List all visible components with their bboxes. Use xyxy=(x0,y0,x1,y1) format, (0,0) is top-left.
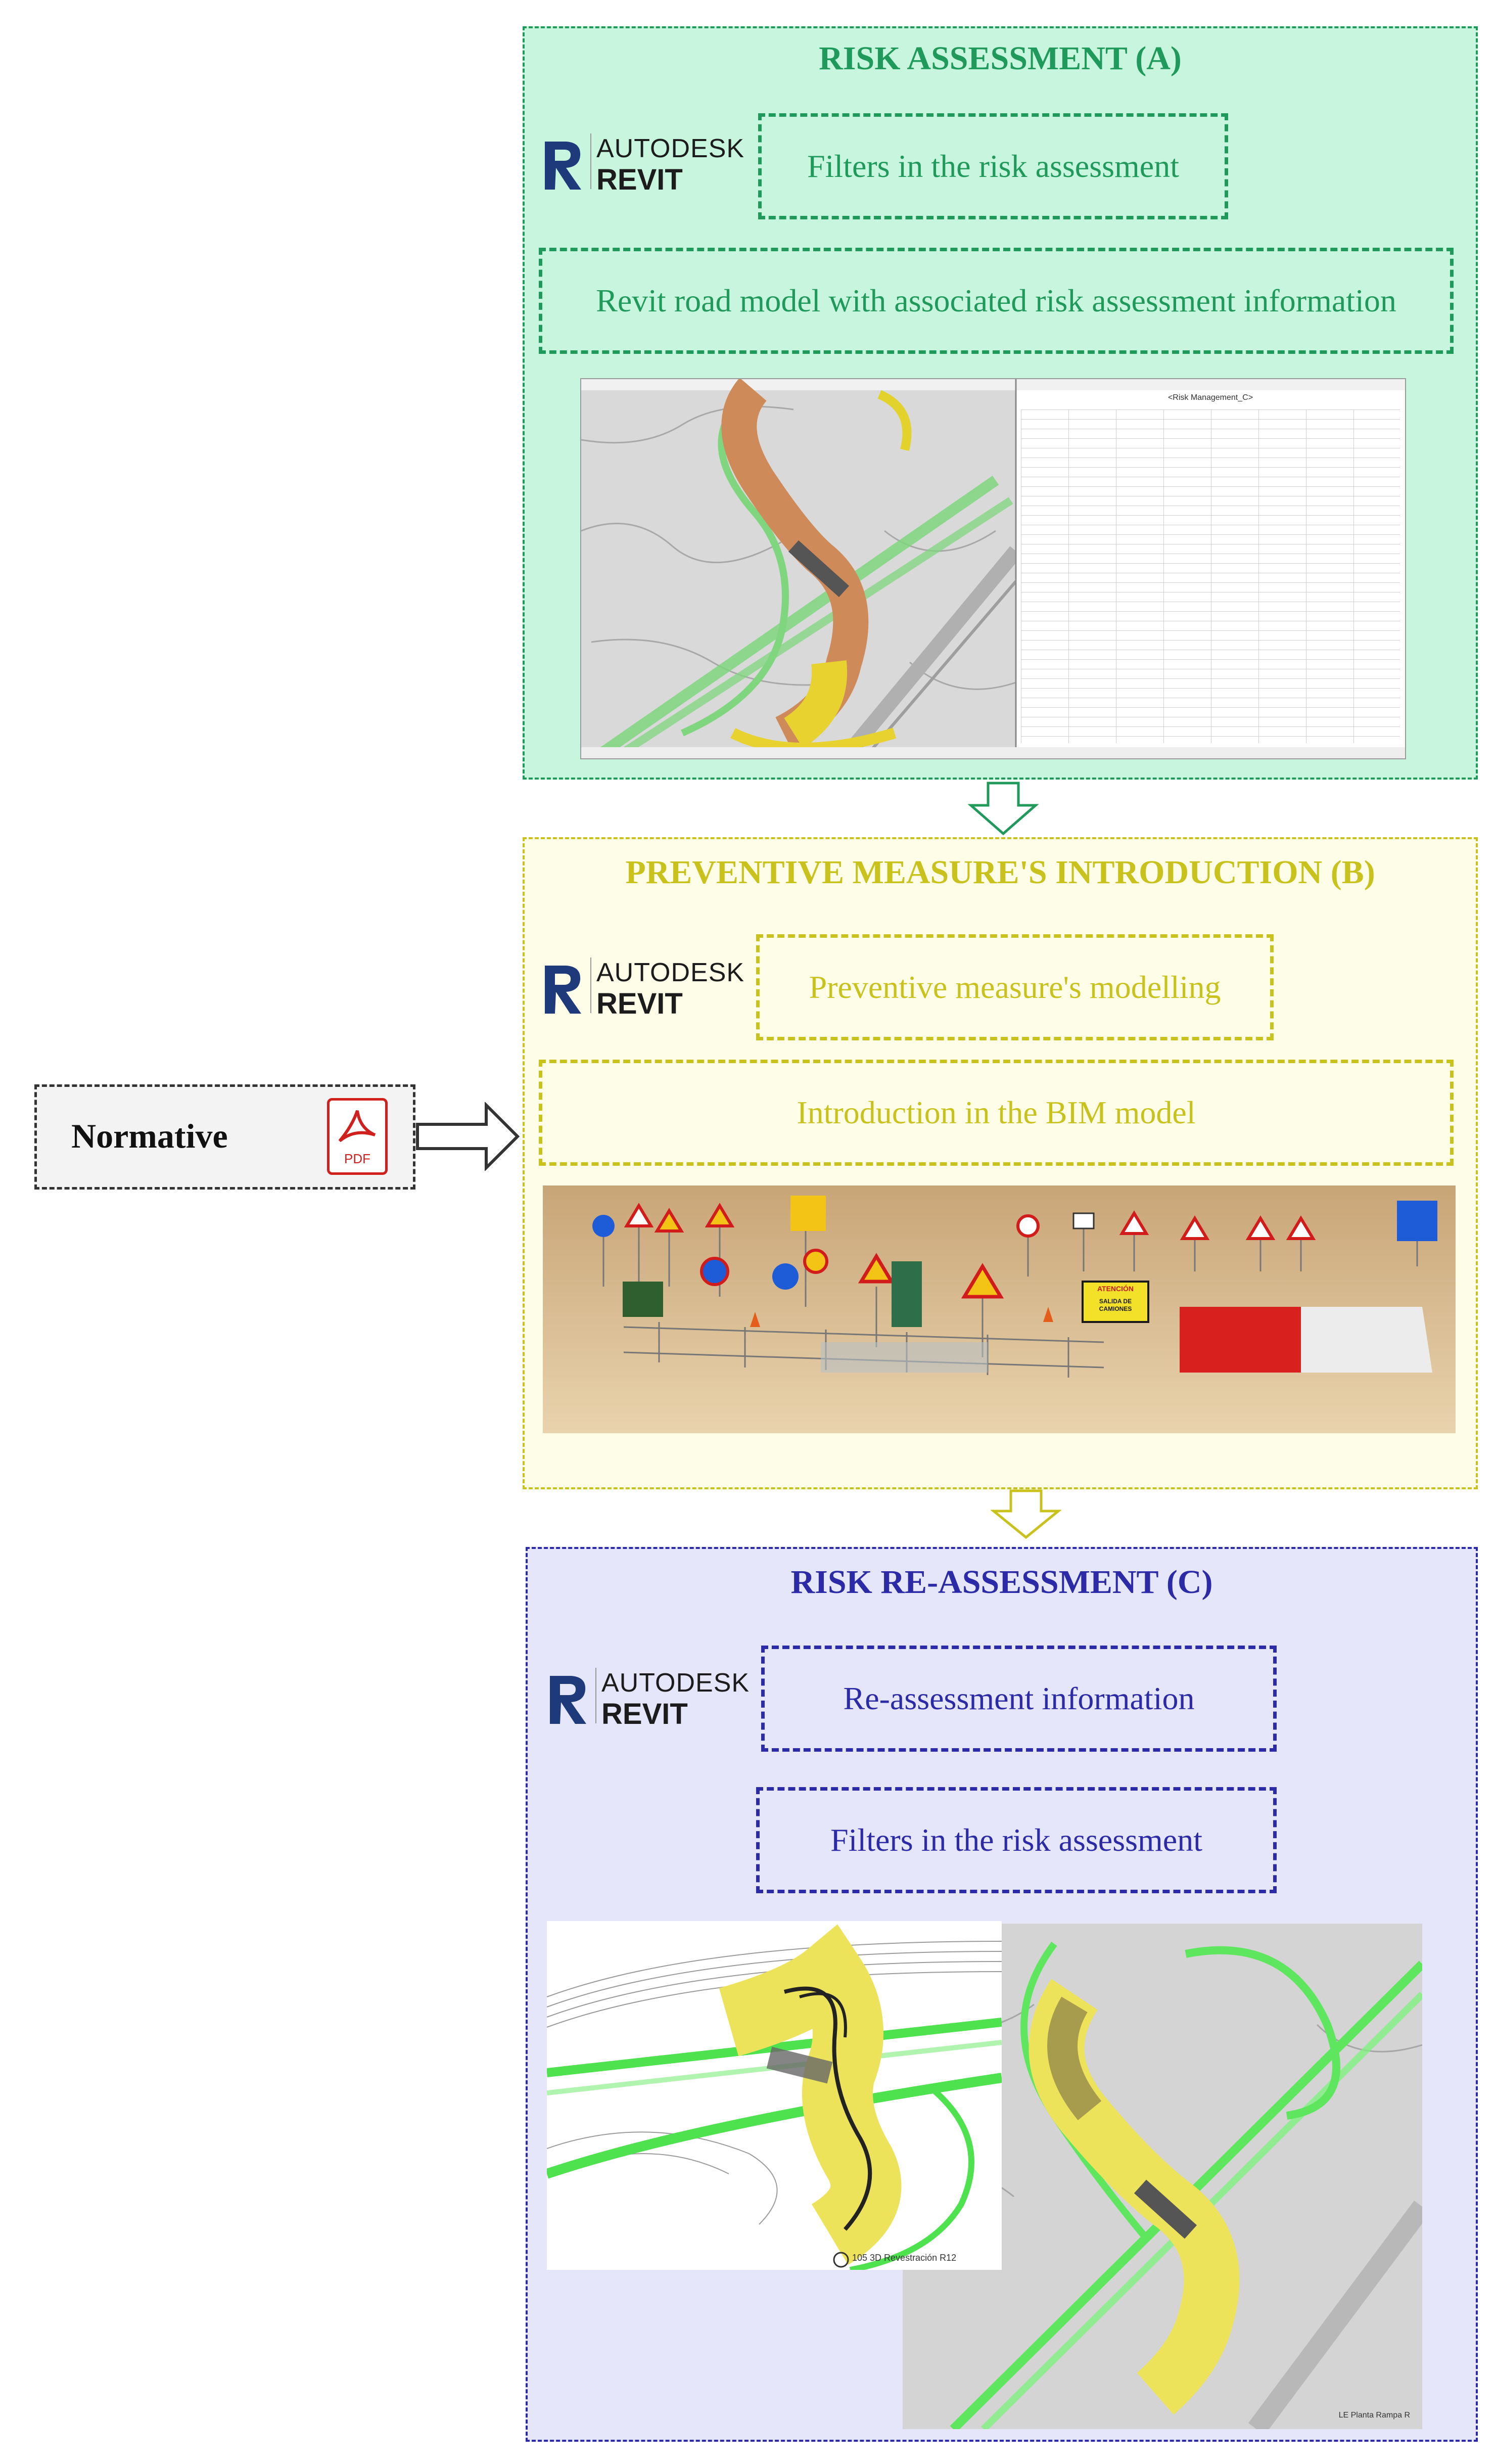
box-filters-risk-assessment-c: Filters in the risk assessment xyxy=(756,1787,1277,1893)
pdf-icon-text: PDF xyxy=(344,1151,370,1166)
reassessment-3d-view xyxy=(547,1921,1002,2270)
logo-line1: AUTODESK xyxy=(596,958,745,987)
normative-box xyxy=(34,1084,415,1190)
panel-c-title: RISK RE-ASSESSMENT (C) xyxy=(790,1564,1213,1601)
plan-view-caption: LE Planta Rampa R xyxy=(1338,2411,1410,2420)
autodesk-revit-logo-c xyxy=(546,1661,748,1731)
panel-b-title: PREVENTIVE MEASURE'S INTRODUCTION (B) xyxy=(625,854,1375,891)
box-preventive-modelling: Preventive measure's modelling xyxy=(756,934,1274,1040)
arrow-normative-to-b xyxy=(415,1102,521,1171)
arrow-a-to-b xyxy=(968,781,1039,836)
schedule-title: <Risk Management_C> xyxy=(1167,393,1253,402)
3d-view-caption: 105 3D Revestración R12 xyxy=(852,2253,957,2263)
panel-a-title: RISK ASSESSMENT (A) xyxy=(819,40,1182,77)
autodesk-revit-logo-a xyxy=(541,126,743,197)
box-revit-road-model: Revit road model with associated risk assessment information xyxy=(539,248,1454,354)
box-introduction-bim: Introduction in the BIM model xyxy=(539,1060,1454,1166)
warning-sign-text: ATENCIÓN xyxy=(1097,1285,1134,1293)
warning-sign-subtext: SALIDA DE CAMIONES xyxy=(1099,1298,1132,1312)
preventive-measures-scene xyxy=(543,1185,1456,1433)
normative-label: Normative xyxy=(71,1117,228,1155)
logo-line2: REVIT xyxy=(596,163,683,196)
logo-line1: AUTODESK xyxy=(601,1668,750,1698)
schedule-table xyxy=(1021,409,1400,743)
autodesk-revit-logo-b xyxy=(541,950,743,1021)
box-filters-risk-assessment-a: Filters in the risk assessment xyxy=(758,113,1228,219)
acrobat-icon xyxy=(330,1106,385,1151)
revit-logo-icon xyxy=(541,136,586,192)
logo-line2: REVIT xyxy=(596,987,683,1020)
signs-3d-view xyxy=(543,1185,1456,1433)
arrow-b-to-c xyxy=(991,1489,1061,1539)
box-reassessment-information: Re-assessment information xyxy=(761,1646,1277,1752)
revit-logo-icon xyxy=(541,961,586,1016)
revit-logo-icon xyxy=(546,1671,591,1726)
logo-line1: AUTODESK xyxy=(596,134,745,163)
logo-line2: REVIT xyxy=(601,1698,688,1730)
pdf-file-icon xyxy=(327,1098,388,1175)
revit-road-model-screenshot xyxy=(580,378,1406,759)
